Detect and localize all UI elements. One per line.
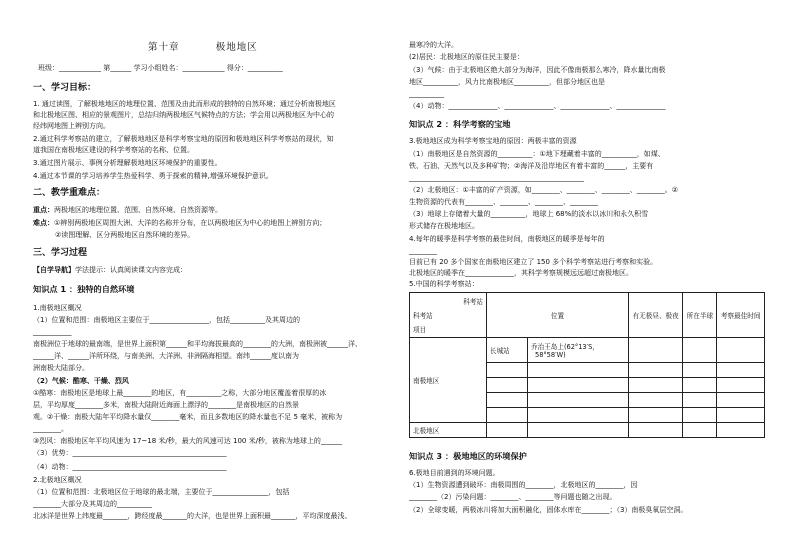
text-line: 地区__________，风力比南极地区__________，但部分地区也是 xyxy=(409,78,605,86)
blank[interactable]: ______________ xyxy=(465,269,514,277)
table-cell[interactable] xyxy=(629,408,683,423)
table-cell[interactable] xyxy=(717,378,765,393)
table-cell[interactable] xyxy=(629,393,683,408)
blank[interactable]: ________ xyxy=(75,401,103,409)
table-cell[interactable] xyxy=(717,363,765,378)
blank[interactable]: ________ xyxy=(243,340,271,348)
blank[interactable]: _______ xyxy=(271,512,296,520)
chapter-title: 极地地区 xyxy=(215,42,258,53)
blank[interactable]: ___________ xyxy=(33,328,72,336)
objective-line: 道我国在南极地区建设的科学考察站的名称、位置。 xyxy=(33,146,194,154)
objectives-heading: 一、学习目标： xyxy=(33,83,97,93)
text-line: ③烈风：南极地区年平均风速为 17~18 米/秒，最大的风速可达 100 米/秒，被称为地球上的______ xyxy=(33,437,342,445)
text-line: （3）气候：由于北极地区绝大部分为海洋，因此不像南极那么寒冷，降水量比南极 xyxy=(409,66,666,74)
knowledge-point-1-heading: 知识点 1 ：独特的自然环境 xyxy=(33,284,135,294)
text-line: ________（2）污染问题：________、________等问题也随之出现。 xyxy=(409,493,617,501)
blank[interactable]: __________ xyxy=(497,150,533,158)
blank[interactable]: __________ xyxy=(490,210,526,218)
blank[interactable]: ______________、______________、______________、______________ xyxy=(448,102,666,110)
text-line xyxy=(409,174,584,183)
table-cell[interactable] xyxy=(528,408,629,423)
text-line: （2）全球变暖，两极冰川将加大面积融化，固体水库在________；（3）南极臭氧层空洞。 xyxy=(409,506,688,514)
text-line: 6.极地目前遇到的环境问题。 xyxy=(409,469,500,477)
text-line: （1）位置和范围：南极地区主要位于_________________，包括__________及其周边的 xyxy=(33,316,300,324)
table-cell[interactable] xyxy=(528,393,629,408)
text-line: （4）动物：______________、______________、______________、______________ xyxy=(409,102,666,110)
group-cell-north: 北极地区 xyxy=(410,423,487,438)
table-cell[interactable] xyxy=(487,408,528,423)
table-cell[interactable] xyxy=(717,393,765,408)
blank[interactable]: ________ xyxy=(33,500,61,508)
blank[interactable]: ________ xyxy=(208,401,236,409)
table-cell[interactable] xyxy=(683,378,717,393)
objective-line: 1. 通过读图，了解极地地区的地理位置、范围及由此而形成的独特的自然环境；通过分析南极地区 xyxy=(33,100,336,108)
text-line: （1）南极地区是自然资源的__________：①地下埋藏着丰富的__________，如煤、 xyxy=(409,150,665,158)
table-cell[interactable] xyxy=(629,338,683,363)
student-info-line xyxy=(38,64,283,73)
objective-line: 4.通过本节课的学习培养学生热爱科学、勇于探索的精神,增强环境保护意识。 xyxy=(33,172,273,180)
blank[interactable]: __________ xyxy=(601,150,637,158)
table-cell[interactable] xyxy=(528,423,629,438)
no-blank[interactable]: ______ xyxy=(110,64,132,72)
text-line: 北极地区的暖季在______________，其科学考察规模远远超过南极地区。 xyxy=(409,269,633,277)
difficulty-line: ②读图理解、区分两极地区自然环境的差异。 xyxy=(55,231,195,239)
table-cell[interactable] xyxy=(629,363,683,378)
score-label: 得分： xyxy=(226,64,248,72)
table-cell[interactable] xyxy=(683,338,717,363)
text-line: 5.中国的科学考察站： xyxy=(409,280,479,288)
blank[interactable]: ________、________、________、________ xyxy=(465,198,598,206)
column-header-best-time: 考察最佳时间 xyxy=(717,293,765,338)
key-points-heading: 二、教学重难点： xyxy=(33,188,106,198)
table-cell[interactable] xyxy=(717,423,765,438)
blank[interactable]: ______ xyxy=(320,437,342,445)
text-line: 4.每年的暖季是科学考察的最佳时间，南极地区的暖季是每年的 xyxy=(409,235,605,243)
table-cell[interactable] xyxy=(487,363,528,378)
text-line xyxy=(409,247,437,256)
text-line: （4）动物：____________________________________________ xyxy=(33,463,227,471)
blank[interactable]: __________________________________________________ xyxy=(409,174,584,182)
station-name-cell: 长城站 xyxy=(487,338,528,363)
text-line: 洲南极大陆部分。 xyxy=(33,364,89,372)
table-cell[interactable] xyxy=(487,423,528,438)
text-line: 层，平均厚度________多米，南极大陆附近海面上漂浮的________是南极地区的自然景 xyxy=(33,401,299,409)
guide-line: 【自学导航】学法提示：认真阅读课文内容完成： xyxy=(33,266,187,274)
objective-line: 经纬网地图上辨别方向。 xyxy=(33,122,110,130)
text-line: ________大部分及其周边的__________ xyxy=(33,500,152,508)
blank[interactable]: ________ xyxy=(595,481,624,489)
text-line: （3）地球上存储着大量的__________，地球上 68%的淡水以冰川和永久积雪 xyxy=(409,210,649,218)
class-blank[interactable]: ____________ xyxy=(59,64,101,72)
blank[interactable]: ______ xyxy=(250,352,271,360)
text-line: （1）位置和范围：北极地区位于地球的最北端，主要位于________________，包括 xyxy=(33,488,290,496)
blank[interactable]: ______ xyxy=(68,352,89,360)
group-cell-south: 南极地区 xyxy=(410,338,487,423)
table-cell[interactable] xyxy=(528,378,629,393)
blank[interactable]: ________ xyxy=(409,247,437,255)
table-cell[interactable] xyxy=(683,408,717,423)
blank[interactable]: _______ xyxy=(162,512,187,520)
process-heading: 三、学习过程 xyxy=(33,248,88,258)
blank[interactable]: ______ xyxy=(604,162,626,170)
table-cell[interactable] xyxy=(629,378,683,393)
objective-line: 和北极地区图、相应的景观图片，总结归纳两极地区气候特点的方法；学会用以两极地区为中心的 xyxy=(33,111,334,119)
group-blank[interactable]: ____________ xyxy=(182,64,225,72)
blank[interactable]: ________、________、________、________。 xyxy=(531,186,672,194)
text-line: ______洋、______洋所环绕，与南美洲、大洋洲、非洲隔海相望。南纬______度以南为 xyxy=(33,352,299,360)
no-label: 第 xyxy=(103,64,111,72)
group-label: 学习小组姓名： xyxy=(133,64,183,72)
table-cell[interactable] xyxy=(487,393,528,408)
blank[interactable]: __________ xyxy=(409,90,444,98)
text-line: 目前已有 20 多个国家在南极地区建立了 150 多个科学考察站进行考察和实验。 xyxy=(409,258,658,266)
table-corner-cell: 科考站 科考站 项目 xyxy=(410,293,487,338)
text-line: 形式储存在极地地区。 xyxy=(409,222,479,230)
column-header-hemisphere: 所在半球 xyxy=(683,293,717,338)
text-line: 2.北极地区概况 xyxy=(33,476,82,484)
station-location-cell: 乔治王岛上(62°13′S， 58°58′W) xyxy=(528,338,629,363)
column-header-location: 位置 xyxy=(487,293,629,338)
blank[interactable]: ________ xyxy=(33,425,61,433)
blank[interactable]: ________ xyxy=(151,413,180,421)
text-line xyxy=(33,328,72,337)
text-line: 铁、石油、天然气以及多种矿物；②海洋及沿岸地区有着丰富的______，主要有 xyxy=(409,162,654,170)
table-cell[interactable] xyxy=(487,378,528,393)
text-line: 生物资源的代表有________、________、________、________ xyxy=(409,198,598,206)
blank[interactable]: __________ xyxy=(423,78,458,86)
blank[interactable]: ________ xyxy=(123,389,152,397)
text-line: 观。②干燥：南极大陆年平均降水量仅________毫米，而且多数地区的降水量也不足 5 毫米，被称为 xyxy=(33,413,343,421)
key-point-line: 重点：两极地区的地理位置、范围、自然环境、自然资源等。 xyxy=(33,206,222,214)
text-line: 最寒冷的大洋。 xyxy=(409,41,458,49)
text-line: 3.极地地区成为科学考察宝地的原因：两极丰富的资源 xyxy=(409,137,577,145)
blank[interactable]: ________ xyxy=(409,493,437,501)
text-line: ________。 xyxy=(33,425,68,433)
text-line xyxy=(409,90,444,99)
text-line: ①酷寒：南极地区是地球上最________的地区，有__________之称，大部分地区覆盖着很厚的冰 xyxy=(33,389,327,397)
objective-line: 2.通过科学考察站的建立，了解极地地区是科学考察宝地的原因和极地地区科学考察站的现状，知 xyxy=(33,135,334,143)
page-title xyxy=(148,43,258,52)
table-cell[interactable] xyxy=(683,363,717,378)
table-cell[interactable] xyxy=(629,423,683,438)
blank[interactable]: ____________________________________________ xyxy=(72,449,227,457)
text-line: （2）北极地区：①丰富的矿产资源，如________、________、________、________。② xyxy=(409,186,679,194)
table-cell[interactable] xyxy=(528,363,629,378)
blank[interactable]: _______ xyxy=(103,512,128,520)
table-cell[interactable] xyxy=(683,423,717,438)
blank[interactable]: ________________ xyxy=(212,488,269,496)
score-blank[interactable]: __________ xyxy=(247,64,283,72)
blank[interactable]: ______ xyxy=(33,352,54,360)
chapter-number: 第十章 xyxy=(148,42,180,53)
blank[interactable]: ________ xyxy=(525,481,554,489)
text-line: 1.南极地区概况 xyxy=(33,304,82,312)
blank[interactable]: ____________________________________________ xyxy=(72,463,227,471)
difficulty-line: 难点：①辨别两极地区周围大洲、大洋的名称并分布，在以两极地区为中心的地图上辨别方向； xyxy=(33,219,327,227)
text-line: (2)居民：北极地区的原住民主要是： xyxy=(409,53,524,61)
table-cell[interactable] xyxy=(683,393,717,408)
text-line: 南极洲位于地球的最南端，是世界上面积第______和平均海拔最高的________的大洲，南极洲被______洋、 xyxy=(33,340,362,348)
table-cell[interactable] xyxy=(717,408,765,423)
text-line: （1）生物资源遭到破坏：南极周围的________，北极地区的________，因 xyxy=(409,481,638,489)
text-line: （3）优势：____________________________________________ xyxy=(33,449,227,457)
blank[interactable]: ______ xyxy=(166,340,187,348)
column-header-polar: 有无极昼、极夜 xyxy=(629,293,683,338)
table-cell[interactable] xyxy=(717,338,765,363)
knowledge-point-3-heading: 知识点 3 ：极地地区的环境保护 xyxy=(409,451,527,461)
blank[interactable]: __________ xyxy=(514,78,549,86)
research-station-table xyxy=(409,292,765,438)
blank[interactable]: ________ xyxy=(581,506,610,514)
blank[interactable]: __________ xyxy=(117,500,152,508)
climate-subheading: （2）气候：酷寒、干燥、烈风 xyxy=(33,377,129,385)
objective-line: 3.通过图片展示、事例分析理解极地地区环境保护的重要性。 xyxy=(33,159,222,167)
blank[interactable]: _________________ xyxy=(149,316,209,324)
blank[interactable]: ______ xyxy=(327,340,348,348)
blank[interactable]: __________ xyxy=(186,389,222,397)
text-line: 北冰洋是世界上纬度最_______，跨经度最_______的大洋，也是世界上面积最_______，平均深度最浅、 xyxy=(33,512,352,520)
blank[interactable]: __________ xyxy=(229,316,265,324)
knowledge-point-2-heading: 知识点 2 ：科学考察的宝地 xyxy=(409,119,511,129)
blank[interactable]: ________、________ xyxy=(490,493,554,501)
class-label: 班级： xyxy=(38,64,59,72)
